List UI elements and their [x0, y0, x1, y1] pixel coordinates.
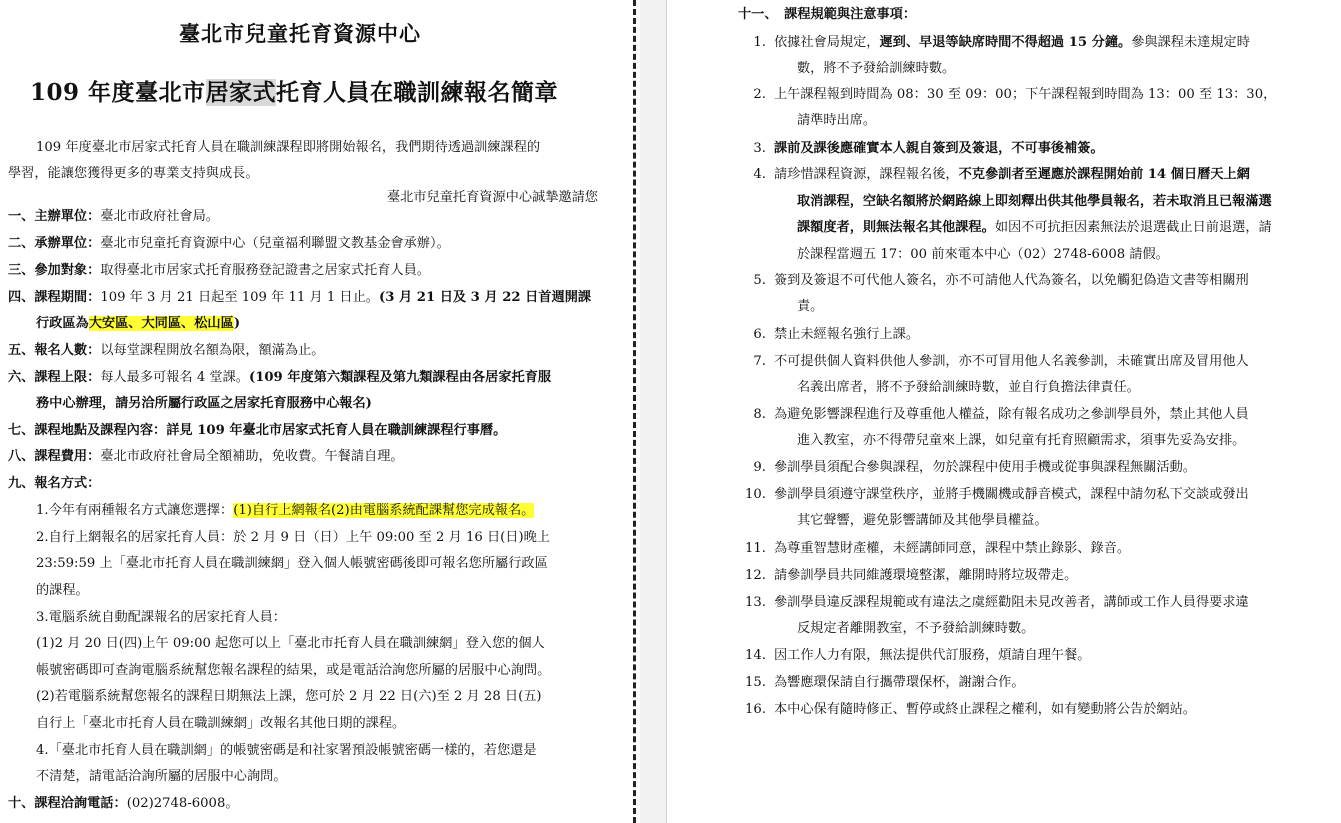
item-note: (3 月 21 日及 3 月 22 日首週開課 [378, 290, 592, 305]
page-break-dashed-line [633, 0, 636, 823]
rule-9 [738, 454, 1196, 481]
item-location [8, 417, 506, 444]
title-highlight: 居家式 [205, 79, 277, 106]
rule-16 [738, 696, 1196, 723]
reg-method-2-line-3: 的課程。 [36, 583, 89, 598]
item-period [8, 284, 591, 311]
title-suffix: 托育人員在職訓練報名簡章 [276, 79, 559, 106]
rule-text: 簽到及簽退不可代他人簽名，亦不可請他人代為簽名，以免觸犯偽造文書等相關刑 [774, 273, 1249, 288]
rule-number: 4. [753, 167, 766, 182]
rule-number: 6. [753, 327, 766, 342]
intro-signature: 臺北市兒童托育資源中心誠摯邀請您 [387, 190, 598, 205]
right-page [674, 0, 1341, 823]
rule-14 [738, 642, 1091, 669]
rule-number: 15. [745, 675, 766, 690]
rule-number: 5. [753, 273, 766, 288]
rule-15 [738, 669, 1025, 696]
left-page [0, 0, 628, 823]
rule-number: 14. [745, 648, 766, 663]
item-note: 行政區為 [36, 316, 89, 331]
page-edge [666, 0, 667, 823]
rule-text: 不可提供個人資料供他人參訓，亦不可冒用他人名義參訓，未確實出席及冒用他人 [774, 354, 1249, 369]
rule-number: 2. [753, 87, 766, 102]
rule-number: 9. [753, 460, 766, 475]
rule-number: 8. [753, 407, 766, 422]
rule-2 [738, 81, 1276, 108]
item-label: 五、報名人數： [8, 343, 101, 358]
rule-text: 請參訓學員共同維護環境整潔，離開時將垃圾帶走。 [774, 568, 1078, 583]
item-text: 取得臺北市居家式托育服務登記證書之居家式托育人員。 [100, 263, 430, 278]
rule-2-cont: 請準時出席。 [797, 113, 877, 128]
rule-emphasis: 課額度者，則無法報名其他課程。 [797, 220, 995, 235]
rule-number: 10. [745, 487, 766, 502]
rule-text: 如因不可抗拒因素無法於退選截止日前退選，請 [994, 220, 1272, 235]
item-text: 臺北市政府社會局全額補助，免收費。午餐請自理。 [100, 449, 404, 464]
organization-title: 臺北市兒童托育資源中心 [179, 21, 421, 46]
item-text: 臺北市政府社會局。 [100, 209, 219, 224]
item-fee [8, 443, 404, 470]
rule-10 [738, 481, 1249, 508]
item-note: ) [233, 316, 241, 331]
rule-6 [738, 321, 919, 348]
item-registration: 九、報名方式： [8, 476, 101, 491]
rule-4 [738, 161, 1250, 188]
rule-10-cont: 其它聲響，避免影響講師及其他學員權益。 [797, 513, 1048, 528]
item-label: 一、主辦單位： [8, 209, 101, 224]
rule-5-cont: 責。 [797, 299, 824, 314]
rule-7 [738, 348, 1249, 375]
rule-number: 1. [753, 35, 766, 50]
rule-emphasis: 課前及課後應確實本人親自簽到及簽退，不可事後補簽。 [774, 141, 1104, 156]
rule-4-cont-2 [797, 214, 1272, 241]
rule-number: 7. [753, 354, 766, 369]
item-label: 六、課程上限： [8, 370, 101, 385]
rule-4-cont-1: 取消課程，空缺名額將於網路線上即刻釋出供其他學員報名，若未取消且已報滿選 [797, 194, 1272, 209]
rule-number: 16. [745, 702, 766, 717]
rule-text: 參與課程未達規定時 [1131, 35, 1250, 50]
rule-text: 為避免影響課程進行及尊重他人權益，除有報名成功之參訓學員外，禁止其他人員 [774, 407, 1249, 422]
rule-3 [738, 135, 1104, 162]
rule-8-cont: 進入教室，亦不得帶兒童來上課，如兒童有托育照顧需求，須事先妥為安排。 [797, 433, 1246, 448]
intro-line-2: 學習，能讓您獲得更多的專業支持與成長。 [8, 166, 259, 181]
item-label: 七、課程地點及課程內容： [8, 423, 167, 438]
rule-number: 3. [753, 141, 766, 156]
rule-12 [738, 562, 1077, 589]
rule-text: 本中心保有隨時修正、暫停或終止課程之權利，如有變動將公告於網站。 [774, 702, 1196, 717]
item-label: 十、課程洽詢電話： [8, 796, 127, 811]
rule-1 [738, 29, 1250, 56]
rule-text: 參訓學員違反課程規範或有違法之虞經勸阻未見改善者，講師或工作人員得要求違 [774, 595, 1249, 610]
reg-method-3-line-1: 3.電腦系統自動配課報名的居家托育人員： [36, 610, 286, 625]
item-limit [8, 364, 551, 391]
item-label: 二、承辦單位： [8, 236, 101, 251]
rule-text: 為響應環保請自行攜帶環保杯，謝謝合作。 [774, 675, 1025, 690]
rule-13-cont: 反規定者離開教室，不予發給訓練時數。 [797, 621, 1035, 636]
item-note: (109 年度第六類課程及第九類課程由各居家托育服 [248, 370, 552, 385]
item-text: 每人最多可報名 4 堂課。 [100, 370, 249, 385]
rule-number: 13. [745, 595, 766, 610]
rule-emphasis: 遲到、早退等缺席時間不得超過 15 分鐘。 [879, 35, 1132, 50]
reg-method-2-line-1: 2.自行上網報名的居家托育人員：於 2 月 9 日（日）上午 09:00 至 2 月 16 日(日)晚上 [36, 530, 550, 545]
item-limit-cont: 務中心辦理，請另洽所屬行政區之居家托育服務中心報名) [36, 396, 372, 411]
reg-text: 1.今年有兩種報名方式讓您選擇： [36, 503, 234, 518]
rule-8 [738, 401, 1249, 428]
item-text: 109 年 3 月 21 日起至 109 年 11 月 1 日止。 [100, 290, 379, 305]
rule-5 [738, 267, 1249, 294]
item-label: 三、參加對象： [8, 263, 101, 278]
rule-text: 禁止未經報名強行上課。 [774, 327, 920, 342]
rule-text: 參訓學員須遵守課堂秩序，並將手機關機或靜音模式，課程中請勿私下交談或發出 [774, 487, 1249, 502]
reg-method-1 [36, 497, 534, 524]
reg-method-3-line-5: 自行上「臺北市托育人員在職訓練網」改報名其他日期的課程。 [36, 716, 406, 731]
rule-emphasis: 不克參訓者至遲應於課程開始前 14 個日曆天上網 [958, 167, 1250, 182]
rule-text: 參訓學員須配合參與課程，勿於課程中使用手機或從事與課程無關活動。 [774, 460, 1196, 475]
rule-1-cont: 數，將不予發給訓練時數。 [797, 61, 956, 76]
title-prefix: 109 年度臺北市 [30, 79, 206, 106]
item-text: 以每堂課程開放名額為限，額滿為止。 [100, 343, 325, 358]
reg-method-4-line-1: 4.「臺北市托育人員在職訓網」的帳號密碼是和社家署預設帳號密碼一樣的，若您還是 [36, 743, 537, 758]
rule-4-cont-3: 於課程當週五 17：00 前來電本中心（02）2748-6008 請假。 [797, 247, 1169, 262]
reg-method-3-line-2: (1)2 月 20 日(四)上午 09:00 起您可以上「臺北市托育人員在職訓練網」登入您的個人 [36, 636, 545, 651]
rule-7-cont: 名義出席者，將不予發給訓練時數，並自行負擔法律責任。 [797, 380, 1140, 395]
rule-number: 11. [745, 541, 766, 556]
reg-method-4-line-2: 不清楚，請電話洽詢所屬的居服中心詢問。 [36, 769, 287, 784]
item-label: 四、課程期間： [8, 290, 101, 305]
rule-number: 12. [745, 568, 766, 583]
reg-method-2-line-2: 23:59:59 上「臺北市托育人員在職訓練網」登入個人帳號密碼後即可報名您所屬行政區 [36, 556, 548, 571]
rules-heading: 十一、 課程規範與注意事項： [738, 7, 917, 22]
item-text: 臺北市兒童托育資源中心（兒童福利聯盟文教基金會承辦）。 [100, 236, 450, 251]
document-title [30, 74, 558, 107]
item-label: 八、課程費用： [8, 449, 101, 464]
reg-methods-highlight: (1)自行上網報名(2)由電腦系統配課幫您完成報名。 [233, 503, 535, 518]
item-text: 詳見 109 年臺北市居家式托育人員在職訓練課程行事曆。 [166, 423, 507, 438]
item-contact-phone [8, 790, 239, 817]
item-capacity [8, 337, 325, 364]
rule-text: 為尊重智慧財產權，未經講師同意，課程中禁止錄影、錄音。 [774, 541, 1131, 556]
rule-text: 因工作人力有限，無法提供代訂服務，煩請自理午餐。 [774, 648, 1091, 663]
reg-method-3-line-4: (2)若電腦系統幫您報名的課程日期無法上課，您可於 2 月 22 日(六)至 2 月 28 日(五) [36, 689, 542, 704]
item-text: (02)2748-6008。 [126, 796, 239, 811]
rule-text: 上午課程報到時間為 08：30 至 09：00；下午課程報到時間為 13：00 至 13：30， [774, 87, 1277, 102]
item-participants [8, 257, 430, 284]
reg-method-3-line-3: 帳號密碼即可查詢電腦系統幫您報名課程的結果，或是電話洽詢您所屬的居服中心詢問。 [36, 663, 551, 678]
item-contractor [8, 230, 450, 257]
intro-line-1: 109 年度臺北市居家式托育人員在職訓練課程即將開始報名，我們期待透過訓練課程的 [36, 140, 541, 155]
rule-text: 依據社會局規定， [774, 35, 880, 50]
item-period-cont [36, 310, 240, 337]
rule-13 [738, 589, 1249, 616]
districts-highlight: 大安區、大同區、松山區 [88, 316, 234, 331]
rule-text: 請珍惜課程資源，課程報名後， [774, 167, 959, 182]
rule-11 [738, 535, 1130, 562]
page-gap [640, 0, 666, 823]
item-organizer [8, 203, 219, 230]
